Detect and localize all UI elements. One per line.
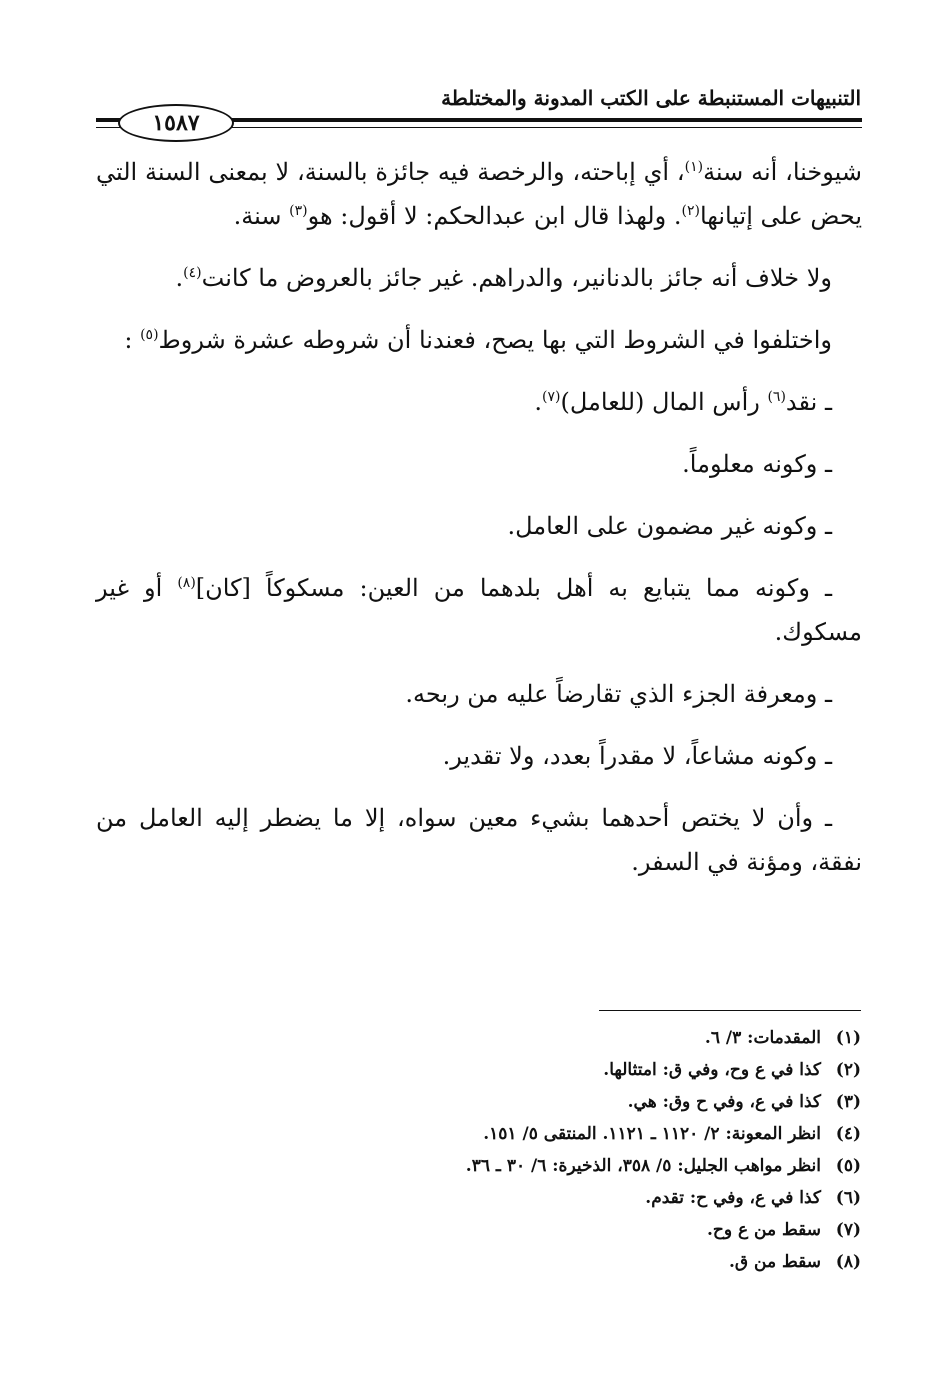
text-run: ـ ومعرفة الجزء الذي تقارضاً عليه من ربحه.	[405, 680, 832, 708]
text-run: :	[124, 326, 141, 354]
text-run: ، أي إباحته، والرخصة فيه جائزة بالسنة، لا بمعنى السنة التي يحض على إتيانها	[96, 158, 862, 230]
footnote-separator	[599, 1010, 861, 1011]
footnote-ref-7: (٧)	[542, 389, 561, 405]
footnote-text: المقدمات: ٣/ ٦.	[704, 1028, 821, 1048]
text-run: رأس المال (للعامل)	[560, 388, 768, 416]
condition-item-6	[96, 734, 862, 778]
footnote-text: كذا في ع وح، وفي ق: امتثالها.	[603, 1060, 821, 1080]
footnote-number: (١)	[835, 1028, 861, 1048]
footnote-ref-3: (٣)	[289, 203, 308, 219]
footnote	[161, 1150, 861, 1182]
footnote-ref-6: (٦)	[767, 389, 786, 405]
paragraph-3	[96, 318, 862, 362]
text-run: .	[534, 388, 543, 416]
text-run: . ولهذا قال ابن عبدالحكم: لا أقول: هو	[307, 202, 682, 230]
text-run: .	[175, 264, 184, 292]
footnote-text: كذا في ع، وفي ح: تقدم.	[645, 1188, 821, 1208]
footnote-ref-5: (٥)	[140, 327, 159, 343]
footnote-number: (٨)	[835, 1252, 861, 1272]
condition-item-7	[96, 796, 862, 884]
paragraph-2	[96, 256, 862, 300]
text-run: ـ نقد	[785, 388, 832, 416]
footnote-number: (٤)	[835, 1124, 861, 1144]
text-run: ـ وكونه مما يتبايع به أهل بلدهما من العين: مسكوكاً [كان]	[195, 574, 832, 602]
condition-item-5	[96, 672, 862, 716]
footnote	[161, 1246, 861, 1278]
footnote-text: انظر المعونة: ٢/ ١١٢٠ ـ ١١٢١. المنتقى ٥/ ١٥١.	[483, 1124, 821, 1144]
paragraph-1	[96, 150, 862, 238]
text-run: ـ وكونه معلوماً.	[682, 450, 832, 478]
text-run: واختلفوا في الشروط التي بها يصح، فعندنا أن شروطه عشرة شروط	[158, 326, 832, 354]
footnote	[161, 1086, 861, 1118]
footnote-number: (٥)	[835, 1156, 861, 1176]
text-run: ولا خلاف أنه جائز بالدنانير، والدراهم. غير جائز بالعروض ما كانت	[201, 264, 832, 292]
footnote	[161, 1054, 861, 1086]
footnote-text: سقط من ق.	[729, 1252, 821, 1272]
text-run: سنة.	[233, 202, 290, 230]
footnote-ref-1: (١)	[684, 159, 704, 175]
page-number-frame	[118, 104, 234, 142]
footnote	[161, 1118, 861, 1150]
condition-item-4	[96, 566, 862, 654]
footnote-text: سقط من ع وح.	[706, 1220, 821, 1240]
text-run: أو غير مسكوك.	[96, 574, 862, 646]
text-run: ـ وكونه مشاعاً، لا مقدراً بعدد، ولا تقدير.	[442, 742, 832, 770]
condition-item-3	[96, 504, 862, 548]
page-number: ١٥٨٧	[152, 110, 200, 136]
footnote-number: (٣)	[835, 1092, 861, 1112]
footnote-number: (٦)	[835, 1188, 861, 1208]
condition-item-1	[96, 380, 862, 424]
text-run: شيوخنا، أنه سنة	[703, 158, 863, 186]
footnote-number: (٢)	[835, 1060, 861, 1080]
main-text	[96, 150, 862, 902]
text-run: ـ وأن لا يختص أحدهما بشيء معين سواه، إلا ما يضطر إليه العامل من نفقة، ومؤنة في السفر.	[96, 804, 862, 876]
footnote-ref-8: (٨)	[177, 575, 196, 591]
footnotes-list	[161, 1022, 861, 1278]
footnote	[161, 1022, 861, 1054]
text-run: ـ وكونه غير مضمون على العامل.	[507, 512, 832, 540]
running-title: التنبيهات المستنبطة على الكتب المدونة والمختلطة	[441, 86, 861, 110]
footnote-number: (٧)	[835, 1220, 861, 1240]
footnote-ref-4: (٤)	[183, 265, 202, 281]
condition-item-2	[96, 442, 862, 486]
footnote	[161, 1182, 861, 1214]
footnote-text: كذا في ع، وفي ح وق: هي.	[627, 1092, 821, 1112]
footnote	[161, 1214, 861, 1246]
footnote-ref-2: (٢)	[681, 203, 700, 219]
footnote-text: انظر مواهب الجليل: ٥/ ٣٥٨، الذخيرة: ٦/ ٣٠ ـ ٣٦.	[465, 1156, 821, 1176]
